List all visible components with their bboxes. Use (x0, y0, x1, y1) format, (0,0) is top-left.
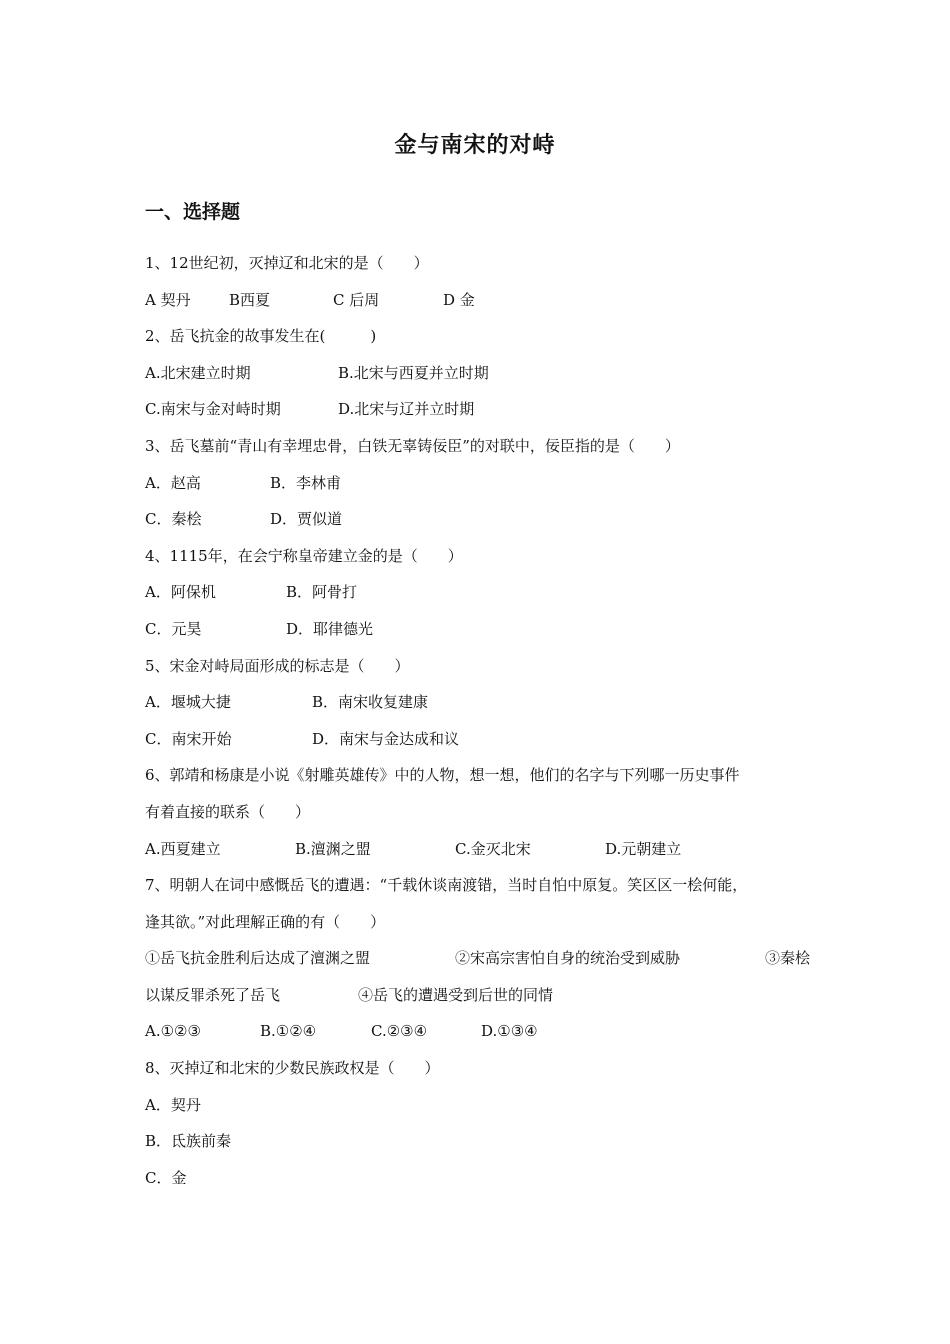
option: C．金 (145, 1168, 187, 1187)
option: D.元朝建立 (605, 839, 682, 858)
option: D.北宋与辽并立时期 (338, 400, 475, 419)
option: A．阿保机 (145, 583, 216, 602)
option: D．贾似道 (270, 510, 343, 529)
option: B．南宋收复建康 (312, 693, 429, 712)
option-row (145, 282, 825, 319)
option-row (145, 465, 825, 502)
statement-row (145, 977, 825, 1014)
option: A 契丹 (145, 290, 191, 309)
option: B．李林甫 (270, 473, 342, 492)
statement: ①岳飞抗金胜利后达成了澶渊之盟 (145, 949, 371, 968)
question-list (145, 245, 825, 1196)
question-stem: 4、1115年，在会宁称皇帝建立金的是（ ） (145, 546, 463, 565)
option: D．南宋与金达成和议 (312, 729, 460, 748)
question-stem: 6、郭靖和杨康是小说《射雕英雄传》中的人物，想一想，他们的名字与下列哪一历史事件 (145, 766, 740, 785)
option: D．耶律德光 (286, 619, 374, 638)
option: A．赵高 (145, 473, 201, 492)
option: B.①②④ (260, 1022, 317, 1041)
option: A．堰城大捷 (145, 693, 231, 712)
option-row (145, 391, 825, 428)
question-stem: 7、明朝人在词中感慨岳飞的遭遇：“千载休谈南渡错，当时自怕中原复。笑区区一桧何能， (145, 876, 748, 895)
option: D 金 (443, 290, 475, 309)
option: B西夏 (229, 290, 271, 309)
question-stem: 1、12世纪初，灭掉辽和北宋的是（ ） (145, 254, 429, 272)
option: C．元昊 (145, 619, 202, 638)
question-stem-continued: 逢其欲。”对此理解正确的有（ ） (145, 912, 386, 931)
question-stem: 8、灭掉辽和北宋的少数民族政权是（ ） (145, 1059, 440, 1078)
option-row (145, 684, 825, 721)
option: C.金灭北宋 (455, 839, 531, 858)
option-row (145, 501, 825, 538)
option-row (145, 831, 825, 868)
section-heading: 一、选择题 (145, 201, 241, 223)
option-row (145, 721, 825, 758)
question-stem: 5、宋金对峙局面形成的标志是（ ） (145, 656, 410, 675)
option: C 后周 (333, 290, 380, 309)
option: D.①③④ (481, 1022, 538, 1041)
option: C．南宋开始 (145, 729, 232, 748)
option: A.①②③ (145, 1022, 201, 1041)
page-title: 金与南宋的对峙 (394, 133, 556, 158)
option: C.②③④ (371, 1022, 428, 1041)
option: B．氐族前秦 (145, 1132, 232, 1151)
option-row (145, 574, 825, 611)
statement: 以谋反罪杀死了岳飞 (145, 985, 281, 1004)
option-row (145, 1013, 825, 1050)
option-row (145, 611, 825, 648)
question-stem-continued: 有着直接的联系（ ） (145, 802, 311, 821)
option: B．阿骨打 (286, 583, 358, 602)
option-row (145, 355, 825, 392)
statement: ②宋高宗害怕自身的统治受到威胁 (455, 949, 681, 968)
option: C.南宋与金对峙时期 (145, 400, 281, 419)
option: A.西夏建立 (145, 839, 221, 858)
option: B.北宋与西夏并立时期 (338, 363, 489, 382)
option: C．秦桧 (145, 510, 202, 529)
statement-row (145, 940, 825, 977)
statement: ④岳飞的遭遇受到后世的同情 (358, 985, 554, 1004)
option: A．契丹 (145, 1095, 201, 1114)
question-stem: 2、岳飞抗金的故事发生在( ) (145, 327, 377, 346)
question-stem: 3、岳飞墓前“青山有幸埋忠骨，白铁无辜铸佞臣”的对联中，佞臣指的是（ ） (145, 436, 680, 455)
option: A.北宋建立时期 (145, 363, 251, 382)
option: B.澶渊之盟 (295, 839, 371, 858)
statement: ③秦桧 (765, 949, 811, 968)
